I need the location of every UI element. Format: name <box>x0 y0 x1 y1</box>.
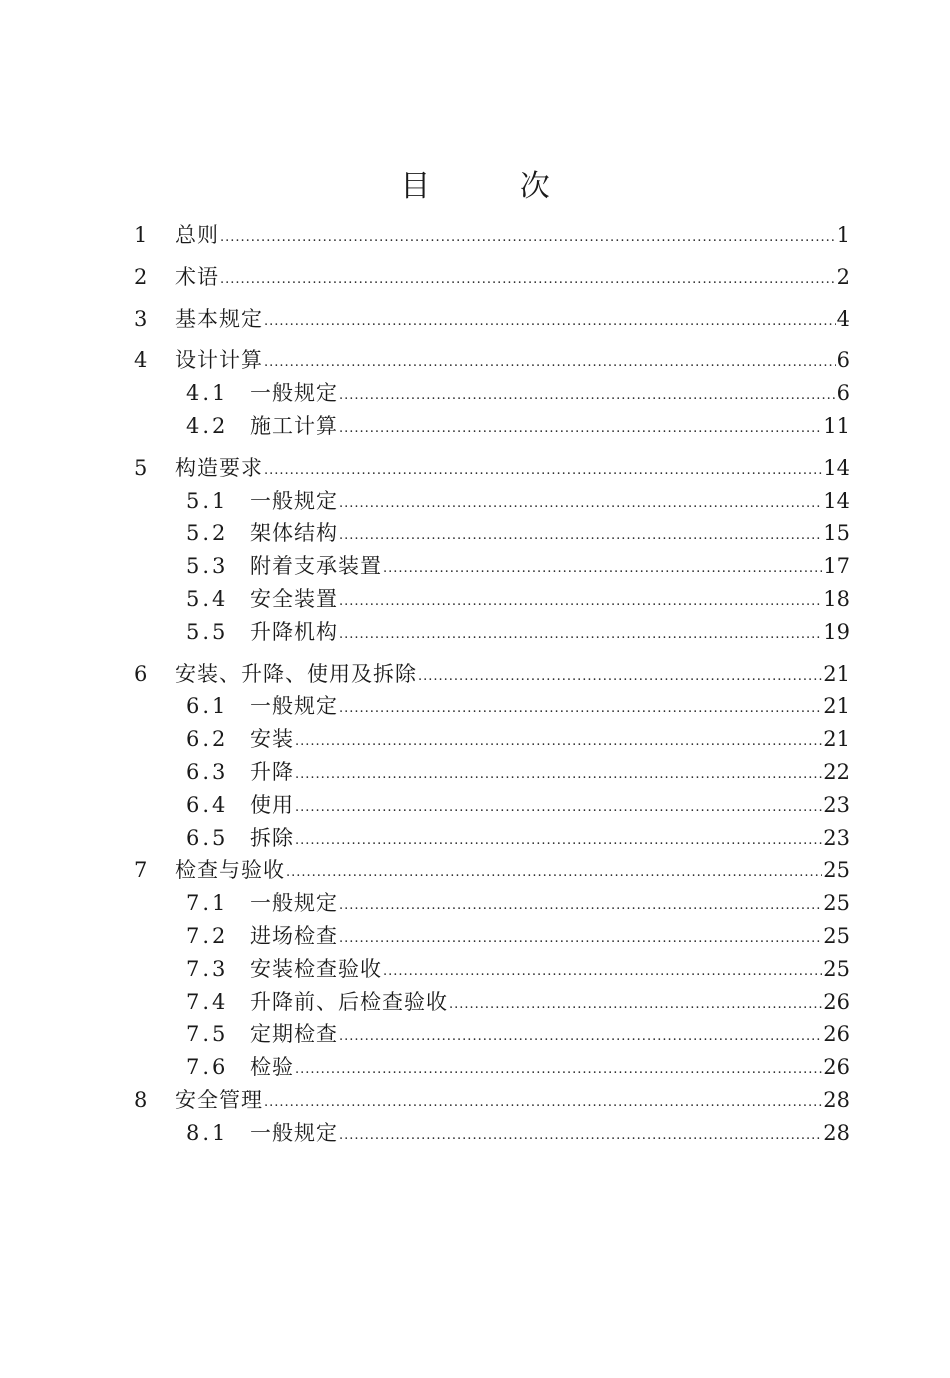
toc-page-number: 26 <box>823 989 850 1014</box>
toc-entry-number: 7.3 <box>186 956 229 981</box>
toc-entry-number: 6.2 <box>186 727 229 752</box>
toc-dot-leader <box>295 825 822 858</box>
toc-page-number: 15 <box>823 521 850 546</box>
toc-page-number: 6 <box>836 381 850 406</box>
toc-page-number: 21 <box>823 661 850 686</box>
toc-section-row[interactable] <box>134 789 850 822</box>
toc-entry-number: 4.1 <box>186 381 229 406</box>
toc-page-number: 25 <box>823 891 850 916</box>
toc-dot-leader <box>418 661 822 694</box>
toc-section-row[interactable] <box>134 1051 850 1084</box>
toc-dot-leader <box>339 619 822 652</box>
toc-dot-leader <box>264 306 836 339</box>
toc-dot-leader <box>339 923 822 956</box>
toc-section-row[interactable] <box>134 616 850 649</box>
toc-entry-title: 升降前、后检查验收 <box>250 989 448 1014</box>
toc-page-number: 14 <box>823 455 850 480</box>
toc-page-number: 1 <box>836 223 850 247</box>
toc-page-number: 6 <box>836 348 850 373</box>
toc-chapter-row[interactable] <box>134 261 850 294</box>
toc-page-number: 17 <box>823 554 850 579</box>
toc-entry-title: 进场检查 <box>250 923 338 948</box>
toc-entry-number: 6.3 <box>186 759 229 784</box>
toc-entry-number: 3 <box>134 306 148 331</box>
toc-dot-leader <box>339 1120 822 1153</box>
toc-entry-title: 安全管理 <box>175 1087 263 1112</box>
toc-section-row[interactable] <box>134 583 850 616</box>
toc-section-row[interactable] <box>134 920 850 953</box>
toc-dot-leader <box>295 726 822 759</box>
toc-section-row[interactable] <box>134 887 850 920</box>
toc-entry-title: 一般规定 <box>250 488 338 513</box>
toc-entry-number: 6 <box>134 661 148 686</box>
toc-dot-leader <box>220 222 836 255</box>
toc-entry-number: 7.2 <box>186 923 229 948</box>
toc-dot-leader <box>383 553 822 586</box>
toc-entry-title: 附着支承装置 <box>250 554 382 579</box>
toc-entry-number: 7.4 <box>186 989 229 1014</box>
toc-entry-title: 架体结构 <box>250 521 338 546</box>
toc-entry-number: 7.6 <box>186 1055 229 1080</box>
toc-entry-number: 6.1 <box>186 694 229 719</box>
table-of-contents <box>134 219 850 1150</box>
toc-page-number: 25 <box>823 956 850 981</box>
toc-page-number: 28 <box>823 1087 850 1112</box>
toc-page-number: 18 <box>823 586 850 611</box>
toc-dot-leader <box>295 1054 822 1087</box>
toc-entry-number: 8.1 <box>186 1120 229 1145</box>
toc-entry-number: 8 <box>134 1087 148 1112</box>
toc-entry-number: 7 <box>134 858 148 883</box>
toc-section-row[interactable] <box>134 1018 850 1051</box>
toc-page-number: 21 <box>823 694 850 719</box>
toc-entry-title: 施工计算 <box>250 413 338 438</box>
toc-entry-number: 6.5 <box>186 825 229 850</box>
toc-chapter-row[interactable] <box>134 219 850 252</box>
toc-entry-title: 一般规定 <box>250 694 338 719</box>
toc-dot-leader <box>339 586 822 619</box>
toc-entry-number: 1 <box>134 223 148 247</box>
toc-entry-title: 检验 <box>250 1055 294 1080</box>
toc-dot-leader <box>339 1021 822 1054</box>
toc-dot-leader <box>383 956 822 989</box>
toc-entry-title: 检查与验收 <box>175 858 285 883</box>
toc-page-number: 23 <box>823 792 850 817</box>
toc-entry-number: 4.2 <box>186 413 229 438</box>
toc-chapter-row[interactable] <box>134 658 850 691</box>
toc-entry-title: 一般规定 <box>250 381 338 406</box>
toc-page-number: 28 <box>823 1120 850 1145</box>
toc-entry-number: 7.5 <box>186 1022 229 1047</box>
toc-entry-title: 一般规定 <box>250 1120 338 1145</box>
toc-section-row[interactable] <box>134 410 850 443</box>
toc-section-row[interactable] <box>134 485 850 518</box>
toc-chapter-row[interactable] <box>134 452 850 485</box>
toc-page-number: 25 <box>823 923 850 948</box>
toc-dot-leader <box>264 347 836 380</box>
toc-entry-number: 5.5 <box>186 619 229 644</box>
toc-section-row[interactable] <box>134 822 850 855</box>
toc-chapter-row[interactable] <box>134 344 850 377</box>
toc-section-row[interactable] <box>134 1117 850 1150</box>
toc-entry-title: 总则 <box>175 223 219 247</box>
toc-page-number: 26 <box>823 1022 850 1047</box>
toc-page-number: 11 <box>823 413 850 438</box>
toc-page-number: 23 <box>823 825 850 850</box>
toc-entry-number: 6.4 <box>186 792 229 817</box>
toc-entry-number: 4 <box>134 348 148 373</box>
toc-entry-number: 2 <box>134 264 148 289</box>
toc-dot-leader <box>339 890 822 923</box>
toc-dot-leader <box>339 488 822 521</box>
toc-dot-leader <box>295 759 822 792</box>
toc-page-number: 14 <box>823 488 850 513</box>
toc-entry-number: 5.4 <box>186 586 229 611</box>
toc-dot-leader <box>339 693 822 726</box>
toc-section-row[interactable] <box>134 953 850 986</box>
toc-section-row[interactable] <box>134 550 850 583</box>
toc-page-number: 21 <box>823 727 850 752</box>
toc-dot-leader <box>339 413 822 446</box>
toc-page-number: 22 <box>823 759 850 784</box>
toc-chapter-row[interactable] <box>134 303 850 336</box>
toc-section-row[interactable] <box>134 690 850 723</box>
toc-entry-title: 术语 <box>175 264 219 289</box>
toc-section-row[interactable] <box>134 723 850 756</box>
toc-entry-title: 安装 <box>250 727 294 752</box>
toc-dot-leader <box>339 380 836 413</box>
page-title: 目 次 <box>400 169 590 204</box>
toc-dot-leader <box>339 520 822 553</box>
toc-entry-title: 安装、升降、使用及拆除 <box>175 661 417 686</box>
toc-section-row[interactable] <box>134 756 850 789</box>
toc-page-number: 2 <box>836 264 850 289</box>
toc-section-row[interactable] <box>134 377 850 410</box>
toc-entry-title: 设计计算 <box>175 348 263 373</box>
toc-entry-number: 5.3 <box>186 554 229 579</box>
toc-entry-number: 7.1 <box>186 891 229 916</box>
toc-page-number: 19 <box>823 619 850 644</box>
toc-dot-leader <box>286 857 822 890</box>
toc-entry-title: 基本规定 <box>175 306 263 331</box>
toc-entry-title: 一般规定 <box>250 891 338 916</box>
toc-dot-leader <box>449 989 822 1022</box>
toc-chapter-row[interactable] <box>134 854 850 887</box>
toc-page-number: 26 <box>823 1055 850 1080</box>
toc-dot-leader <box>264 1087 822 1120</box>
toc-entry-title: 安装检查验收 <box>250 956 382 981</box>
toc-section-row[interactable] <box>134 517 850 550</box>
toc-dot-leader <box>220 264 836 297</box>
toc-chapter-row[interactable] <box>134 1084 850 1117</box>
toc-page-number: 4 <box>836 306 850 331</box>
toc-entry-title: 升降机构 <box>250 619 338 644</box>
toc-entry-number: 5.2 <box>186 521 229 546</box>
toc-entry-title: 升降 <box>250 759 294 784</box>
toc-entry-number: 5 <box>134 455 148 480</box>
toc-dot-leader <box>264 455 822 488</box>
toc-entry-title: 构造要求 <box>175 455 263 480</box>
toc-entry-title: 定期检查 <box>250 1022 338 1047</box>
toc-page-number: 25 <box>823 858 850 883</box>
toc-entry-title: 使用 <box>250 792 294 817</box>
toc-dot-leader <box>295 792 822 825</box>
toc-entry-title: 拆除 <box>250 825 294 850</box>
toc-entry-title: 安全装置 <box>250 586 338 611</box>
toc-entry-number: 5.1 <box>186 488 229 513</box>
toc-section-row[interactable] <box>134 986 850 1019</box>
